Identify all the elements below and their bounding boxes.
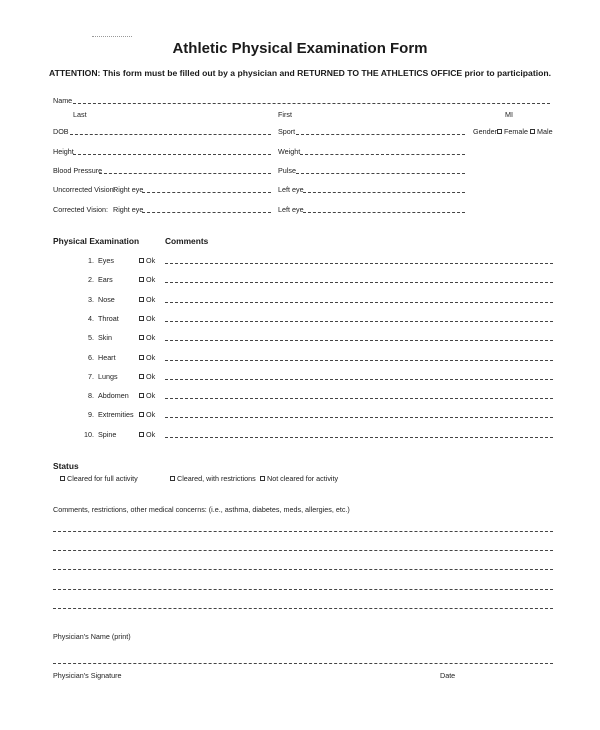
corrected-vision-label: Corrected Vision: [53,205,108,214]
exam-item-number: 2. [88,275,94,284]
exam-ok-option[interactable] [139,372,155,381]
exam-comment-field[interactable] [165,379,553,380]
status-not-cleared-checkbox[interactable] [260,476,265,481]
physical-exam-heading: Physical Examination [53,236,140,246]
exam-item-label: Eyes [98,256,114,265]
sport-field[interactable] [296,134,465,135]
uncorrected-right-eye-field[interactable] [142,192,271,193]
physician-signature-label: Physician's Signature [53,671,122,680]
date-label: Date [440,671,456,680]
comments-line[interactable] [53,531,553,532]
status-cleared-checkbox[interactable] [60,476,65,481]
ok-checkbox[interactable] [139,277,144,282]
exam-ok-option[interactable] [139,430,155,439]
status-option-cleared[interactable]: Cleared for full activity [60,474,138,483]
weight-label: Weight [278,147,301,156]
ok-label: Ok [146,353,156,362]
name-first-sublabel: First [278,110,292,119]
ok-label: Ok [146,391,156,400]
exam-item-label: Heart [98,353,116,362]
ok-label: Ok [146,275,156,284]
exam-item-label: Ears [98,275,113,284]
exam-ok-option[interactable] [139,410,155,419]
ok-checkbox[interactable] [139,335,144,340]
exam-comment-field[interactable] [165,360,553,361]
blood-pressure-label: Blood Pressure [53,166,103,175]
exam-item-number: 4. [88,314,94,323]
exam-ok-option[interactable] [139,333,155,342]
exam-item-label: Nose [98,295,115,304]
exam-item-label: Extremities [98,410,134,419]
exam-item-number: 5. [88,333,94,342]
status-restricted-checkbox[interactable] [170,476,175,481]
exam-ok-option[interactable] [139,314,155,323]
exam-ok-option[interactable] [139,275,155,284]
gender-male-option[interactable]: Male [530,127,553,136]
exam-comment-field[interactable] [165,398,553,399]
exam-item-number: 7. [88,372,94,381]
dob-field[interactable] [70,134,271,135]
sport-label: Sport [278,127,296,136]
comments-heading: Comments [165,236,209,246]
height-label: Height [53,147,74,156]
exam-comment-field[interactable] [165,321,553,322]
status-option-restricted[interactable]: Cleared, with restrictions [170,474,256,483]
ok-checkbox[interactable] [139,432,144,437]
exam-comment-field[interactable] [165,263,553,264]
comments-line[interactable] [53,569,553,570]
blood-pressure-field[interactable] [99,173,271,174]
comments-line[interactable] [53,589,553,590]
exam-ok-option[interactable] [139,295,155,304]
name-last-sublabel: Last [73,110,87,119]
ok-checkbox[interactable] [139,316,144,321]
ok-checkbox[interactable] [139,258,144,263]
dob-label: DOB [53,127,69,136]
uncorrected-left-eye-label: Left eye [278,185,304,194]
pulse-label: Pulse [278,166,296,175]
exam-item-label: Throat [98,314,119,323]
name-mi-sublabel: MI [505,110,513,119]
status-heading: Status [53,461,79,471]
corrected-left-eye-label: Left eye [278,205,304,214]
ok-checkbox[interactable] [139,374,144,379]
ok-checkbox[interactable] [139,393,144,398]
uncorrected-vision-label: Uncorrected Vision: [53,185,116,194]
uncorrected-left-eye-field[interactable] [303,192,465,193]
ok-label: Ok [146,314,156,323]
exam-item-label: Abdomen [98,391,129,400]
ok-label: Ok [146,256,156,265]
exam-item-number: 8. [88,391,94,400]
weight-field[interactable] [300,154,465,155]
exam-comment-field[interactable] [165,340,553,341]
female-checkbox[interactable] [497,129,502,134]
corrected-right-eye-field[interactable] [142,212,271,213]
comments-line[interactable] [53,608,553,609]
exam-item-number: 9. [88,410,94,419]
ok-label: Ok [146,333,156,342]
corrected-right-eye-label: Right eye [113,205,144,214]
exam-comment-field[interactable] [165,417,553,418]
header-mark [92,36,132,37]
comments-label: Comments, restrictions, other medical concerns: (i.e., asthma, diabetes, meds, allergies, etc.) [53,505,350,514]
exam-item-number: 10. [84,430,94,439]
exam-item-label: Lungs [98,372,118,381]
ok-label: Ok [146,430,156,439]
comments-line[interactable] [53,550,553,551]
ok-label: Ok [146,295,156,304]
exam-item-label: Spine [98,430,117,439]
exam-item-label: Skin [98,333,112,342]
ok-checkbox[interactable] [139,297,144,302]
exam-comment-field[interactable] [165,302,553,303]
name-field[interactable] [73,103,550,104]
exam-comment-field[interactable] [165,282,553,283]
gender-label: Gender [473,127,497,136]
ok-label: Ok [146,372,156,381]
attention-note: ATTENTION: This form must be filled out by a physician and RETURNED TO THE ATHLETICS OFFICE prior to participation. [49,68,551,78]
exam-ok-option[interactable] [139,353,155,362]
physician-signature-field[interactable] [53,663,553,664]
ok-label: Ok [146,410,156,419]
exam-ok-option[interactable] [139,256,155,265]
exam-ok-option[interactable] [139,391,155,400]
exam-comment-field[interactable] [165,437,553,438]
male-checkbox[interactable] [530,129,535,134]
corrected-left-eye-field[interactable] [303,212,465,213]
name-label: Name [53,96,73,105]
height-field[interactable] [73,154,271,155]
ok-checkbox[interactable] [139,412,144,417]
form-title: Athletic Physical Examination Form [172,40,428,57]
pulse-field[interactable] [296,173,465,174]
exam-item-number: 1. [88,256,94,265]
physician-name-label: Physician's Name (print) [53,632,131,641]
ok-checkbox[interactable] [139,355,144,360]
exam-item-number: 6. [88,353,94,362]
status-option-not-cleared[interactable]: Not cleared for activity [260,474,338,483]
gender-female-option[interactable]: Female [497,127,528,136]
exam-item-number: 3. [88,295,94,304]
uncorrected-right-eye-label: Right eye [113,185,144,194]
